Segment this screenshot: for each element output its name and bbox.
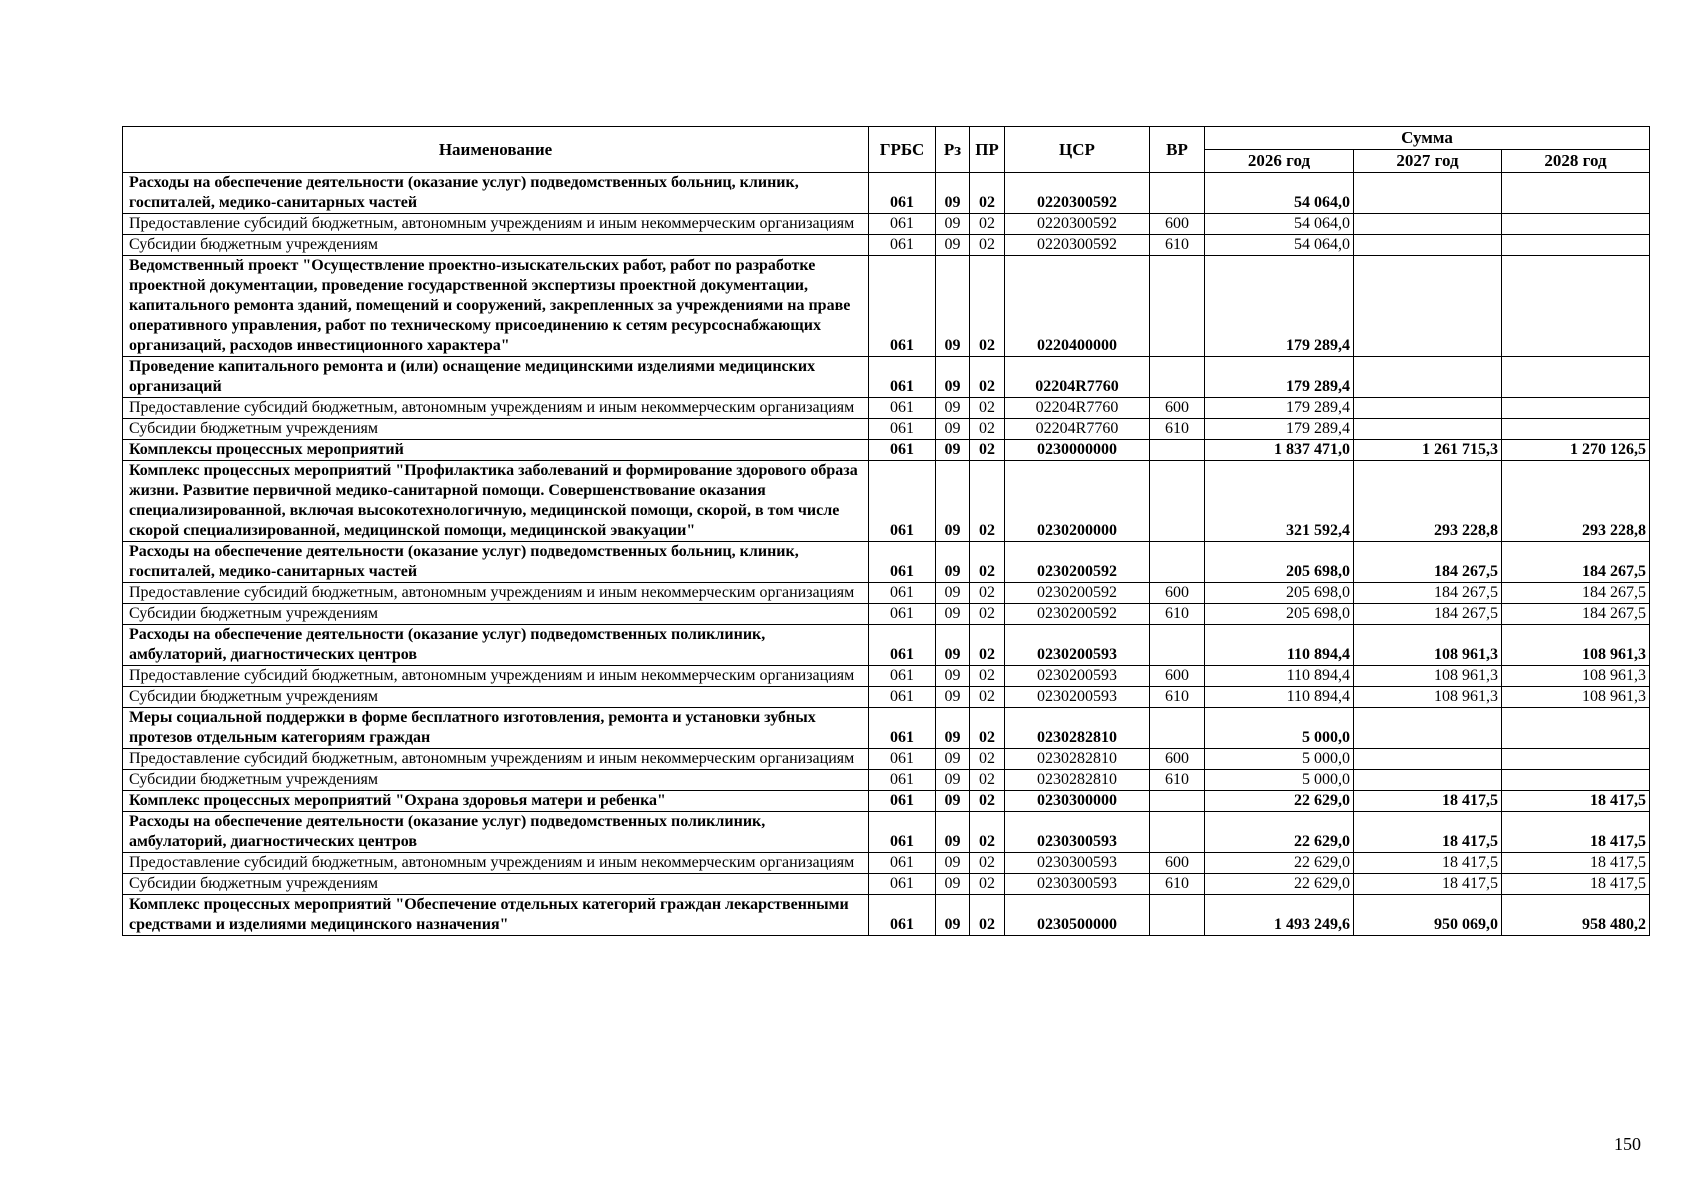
- cell-vr: 610: [1150, 687, 1205, 708]
- cell-csr: 0220400000: [1005, 256, 1150, 357]
- header-year-2026: 2026 год: [1205, 150, 1354, 173]
- cell-csr: 02204R7760: [1005, 419, 1150, 440]
- cell-rz: 09: [936, 853, 970, 874]
- cell-2028: 18 417,5: [1502, 812, 1650, 853]
- cell-csr: 0220300592: [1005, 173, 1150, 214]
- cell-2027: 108 961,3: [1354, 625, 1502, 666]
- cell-name: Предоставление субсидий бюджетным, автономным учреждениям и иным некоммерческим организациям: [123, 583, 869, 604]
- cell-2027: 1 261 715,3: [1354, 440, 1502, 461]
- cell-csr: 0220300592: [1005, 235, 1150, 256]
- table-row: [123, 687, 1650, 708]
- cell-name: Предоставление субсидий бюджетным, автономным учреждениям и иным некоммерческим организациям: [123, 853, 869, 874]
- cell-2026: 179 289,4: [1205, 398, 1354, 419]
- cell-grbs: 061: [869, 791, 936, 812]
- cell-csr: 0230200593: [1005, 687, 1150, 708]
- table-row: [123, 440, 1650, 461]
- table-row: [123, 874, 1650, 895]
- cell-grbs: 061: [869, 625, 936, 666]
- cell-name: Предоставление субсидий бюджетным, автономным учреждениям и иным некоммерческим организациям: [123, 398, 869, 419]
- cell-grbs: 061: [869, 666, 936, 687]
- cell-vr: [1150, 625, 1205, 666]
- cell-pr: 02: [970, 853, 1005, 874]
- cell-vr: [1150, 791, 1205, 812]
- cell-grbs: 061: [869, 440, 936, 461]
- cell-pr: 02: [970, 173, 1005, 214]
- cell-vr: 610: [1150, 419, 1205, 440]
- cell-rz: 09: [936, 357, 970, 398]
- cell-pr: 02: [970, 214, 1005, 235]
- cell-grbs: 061: [869, 895, 936, 936]
- cell-2026: 110 894,4: [1205, 625, 1354, 666]
- cell-grbs: 061: [869, 874, 936, 895]
- cell-2027: [1354, 708, 1502, 749]
- cell-rz: 09: [936, 666, 970, 687]
- cell-csr: 02204R7760: [1005, 398, 1150, 419]
- cell-vr: 610: [1150, 874, 1205, 895]
- cell-2027: [1354, 398, 1502, 419]
- cell-2026: 179 289,4: [1205, 256, 1354, 357]
- cell-vr: 600: [1150, 398, 1205, 419]
- header-csr: ЦСР: [1005, 127, 1150, 173]
- cell-2028: 108 961,3: [1502, 666, 1650, 687]
- cell-2028: 1 270 126,5: [1502, 440, 1650, 461]
- cell-name: Меры социальной поддержки в форме бесплатного изготовления, ремонта и установки зубных протезов отдельным категориям граждан: [123, 708, 869, 749]
- cell-2028: 108 961,3: [1502, 687, 1650, 708]
- cell-rz: 09: [936, 583, 970, 604]
- cell-2026: 5 000,0: [1205, 708, 1354, 749]
- cell-grbs: 061: [869, 542, 936, 583]
- cell-2027: [1354, 256, 1502, 357]
- cell-csr: 0230282810: [1005, 708, 1150, 749]
- table-row: [123, 791, 1650, 812]
- header-rz: Рз: [936, 127, 970, 173]
- cell-2028: [1502, 770, 1650, 791]
- cell-csr: 0230200593: [1005, 666, 1150, 687]
- cell-2026: 179 289,4: [1205, 357, 1354, 398]
- table-row: [123, 708, 1650, 749]
- table-row: [123, 398, 1650, 419]
- cell-name: Комплекс процессных мероприятий "Охрана здоровья матери и ребенка": [123, 791, 869, 812]
- cell-2027: [1354, 770, 1502, 791]
- cell-2026: 22 629,0: [1205, 791, 1354, 812]
- cell-vr: [1150, 440, 1205, 461]
- cell-grbs: 061: [869, 235, 936, 256]
- cell-2026: 54 064,0: [1205, 214, 1354, 235]
- header-year-2027: 2027 год: [1354, 150, 1502, 173]
- cell-2026: 5 000,0: [1205, 749, 1354, 770]
- cell-2028: [1502, 398, 1650, 419]
- cell-rz: 09: [936, 770, 970, 791]
- cell-rz: 09: [936, 874, 970, 895]
- cell-2026: 205 698,0: [1205, 542, 1354, 583]
- cell-2027: 18 417,5: [1354, 812, 1502, 853]
- cell-csr: 0230200000: [1005, 461, 1150, 542]
- table-row: [123, 357, 1650, 398]
- cell-2028: 293 228,8: [1502, 461, 1650, 542]
- cell-vr: [1150, 708, 1205, 749]
- header-year-2028: 2028 год: [1502, 150, 1650, 173]
- cell-csr: 0230282810: [1005, 749, 1150, 770]
- cell-2028: 184 267,5: [1502, 542, 1650, 583]
- cell-2026: 1 837 471,0: [1205, 440, 1354, 461]
- cell-2027: [1354, 173, 1502, 214]
- cell-csr: 0220300592: [1005, 214, 1150, 235]
- table-row: [123, 461, 1650, 542]
- cell-2027: 18 417,5: [1354, 874, 1502, 895]
- cell-rz: 09: [936, 625, 970, 666]
- cell-2028: 184 267,5: [1502, 583, 1650, 604]
- header-vr: ВР: [1150, 127, 1205, 173]
- cell-grbs: 061: [869, 687, 936, 708]
- budget-table: [122, 126, 1650, 936]
- cell-vr: 610: [1150, 604, 1205, 625]
- cell-vr: 610: [1150, 770, 1205, 791]
- cell-pr: 02: [970, 791, 1005, 812]
- table-row: [123, 853, 1650, 874]
- cell-rz: 09: [936, 461, 970, 542]
- cell-pr: 02: [970, 542, 1005, 583]
- cell-pr: 02: [970, 749, 1005, 770]
- cell-grbs: 061: [869, 770, 936, 791]
- cell-csr: 0230200593: [1005, 625, 1150, 666]
- cell-pr: 02: [970, 625, 1005, 666]
- cell-grbs: 061: [869, 853, 936, 874]
- cell-vr: 600: [1150, 583, 1205, 604]
- cell-grbs: 061: [869, 583, 936, 604]
- cell-name: Субсидии бюджетным учреждениям: [123, 770, 869, 791]
- cell-pr: 02: [970, 398, 1005, 419]
- cell-pr: 02: [970, 583, 1005, 604]
- cell-rz: 09: [936, 542, 970, 583]
- header-sum: Сумма: [1205, 127, 1650, 150]
- cell-2026: 110 894,4: [1205, 687, 1354, 708]
- cell-2028: [1502, 419, 1650, 440]
- cell-name: Комплексы процессных мероприятий: [123, 440, 869, 461]
- cell-name: Расходы на обеспечение деятельности (оказание услуг) подведомственных поликлиник, амбулаторий, диагностических центров: [123, 812, 869, 853]
- cell-2028: [1502, 173, 1650, 214]
- cell-rz: 09: [936, 604, 970, 625]
- cell-pr: 02: [970, 770, 1005, 791]
- cell-csr: 0230200592: [1005, 604, 1150, 625]
- cell-name: Предоставление субсидий бюджетным, автономным учреждениям и иным некоммерческим организациям: [123, 666, 869, 687]
- cell-2028: [1502, 749, 1650, 770]
- cell-pr: 02: [970, 895, 1005, 936]
- cell-2028: [1502, 256, 1650, 357]
- table-row: [123, 749, 1650, 770]
- cell-name: Комплекс процессных мероприятий "Профилактика заболеваний и формирование здорового образа жизни. Развитие первичной медико-санитарной помощи. Совершенствование оказания специализированной, включая высокотехнологичную, медицинской помощи, скорой, в том числе скорой специализированной, медицинской помощи, медицинской эвакуации": [123, 461, 869, 542]
- cell-pr: 02: [970, 874, 1005, 895]
- cell-vr: 600: [1150, 666, 1205, 687]
- cell-2027: 18 417,5: [1354, 853, 1502, 874]
- page-number: 150: [1614, 1134, 1641, 1154]
- cell-name: Субсидии бюджетным учреждениям: [123, 419, 869, 440]
- cell-vr: [1150, 173, 1205, 214]
- cell-2026: 1 493 249,6: [1205, 895, 1354, 936]
- table-header: [123, 127, 1650, 173]
- cell-vr: [1150, 812, 1205, 853]
- header-pr: ПР: [970, 127, 1005, 173]
- table-row: [123, 419, 1650, 440]
- cell-rz: 09: [936, 419, 970, 440]
- cell-rz: 09: [936, 398, 970, 419]
- cell-pr: 02: [970, 666, 1005, 687]
- cell-2028: 18 417,5: [1502, 791, 1650, 812]
- cell-grbs: 061: [869, 419, 936, 440]
- cell-grbs: 061: [869, 604, 936, 625]
- cell-name: Субсидии бюджетным учреждениям: [123, 235, 869, 256]
- table-row: [123, 604, 1650, 625]
- cell-2028: 108 961,3: [1502, 625, 1650, 666]
- cell-name: Предоставление субсидий бюджетным, автономным учреждениям и иным некоммерческим организациям: [123, 749, 869, 770]
- header-name: Наименование: [123, 127, 869, 173]
- table-row: [123, 173, 1650, 214]
- cell-grbs: 061: [869, 749, 936, 770]
- cell-2027: 108 961,3: [1354, 666, 1502, 687]
- cell-grbs: 061: [869, 461, 936, 542]
- cell-2028: 18 417,5: [1502, 853, 1650, 874]
- cell-csr: 0230282810: [1005, 770, 1150, 791]
- cell-grbs: 061: [869, 256, 936, 357]
- cell-grbs: 061: [869, 708, 936, 749]
- cell-2028: 184 267,5: [1502, 604, 1650, 625]
- table-row: [123, 625, 1650, 666]
- cell-rz: 09: [936, 791, 970, 812]
- cell-2027: [1354, 214, 1502, 235]
- cell-vr: 600: [1150, 749, 1205, 770]
- cell-2028: 958 480,2: [1502, 895, 1650, 936]
- table-row: [123, 214, 1650, 235]
- cell-csr: 0230300000: [1005, 791, 1150, 812]
- cell-pr: 02: [970, 812, 1005, 853]
- cell-2028: [1502, 235, 1650, 256]
- cell-2026: 22 629,0: [1205, 874, 1354, 895]
- cell-rz: 09: [936, 812, 970, 853]
- cell-2026: 110 894,4: [1205, 666, 1354, 687]
- cell-csr: 0230200592: [1005, 583, 1150, 604]
- table-row: [123, 895, 1650, 936]
- cell-vr: [1150, 357, 1205, 398]
- cell-pr: 02: [970, 256, 1005, 357]
- cell-csr: 02204R7760: [1005, 357, 1150, 398]
- cell-2026: 5 000,0: [1205, 770, 1354, 791]
- cell-2026: 22 629,0: [1205, 853, 1354, 874]
- cell-rz: 09: [936, 895, 970, 936]
- cell-pr: 02: [970, 461, 1005, 542]
- cell-pr: 02: [970, 419, 1005, 440]
- cell-name: Ведомственный проект "Осуществление проектно-изыскательских работ, работ по разработке проектной документации, проведение государственной экспертизы проектной документации, капитального ремонта зданий, помещений и сооружений, закрепленных за учреждениями на праве оперативного управления, работ по техническому присоединению к сетям ресурсоснабжающих организаций, расходов инвестиционного характера": [123, 256, 869, 357]
- cell-grbs: 061: [869, 173, 936, 214]
- cell-grbs: 061: [869, 398, 936, 419]
- cell-rz: 09: [936, 256, 970, 357]
- cell-grbs: 061: [869, 812, 936, 853]
- cell-2026: 179 289,4: [1205, 419, 1354, 440]
- table-row: [123, 666, 1650, 687]
- cell-2027: [1354, 357, 1502, 398]
- cell-pr: 02: [970, 235, 1005, 256]
- cell-name: Расходы на обеспечение деятельности (оказание услуг) подведомственных больниц, клиник, госпиталей, медико-санитарных частей: [123, 542, 869, 583]
- table-row: [123, 583, 1650, 604]
- cell-vr: 600: [1150, 853, 1205, 874]
- cell-grbs: 061: [869, 357, 936, 398]
- cell-pr: 02: [970, 440, 1005, 461]
- cell-csr: 0230300593: [1005, 874, 1150, 895]
- cell-rz: 09: [936, 235, 970, 256]
- cell-pr: 02: [970, 708, 1005, 749]
- cell-rz: 09: [936, 440, 970, 461]
- cell-2027: 108 961,3: [1354, 687, 1502, 708]
- cell-csr: 0230500000: [1005, 895, 1150, 936]
- cell-2027: [1354, 419, 1502, 440]
- table-row: [123, 542, 1650, 583]
- cell-rz: 09: [936, 708, 970, 749]
- cell-2028: 18 417,5: [1502, 874, 1650, 895]
- cell-vr: [1150, 895, 1205, 936]
- cell-rz: 09: [936, 687, 970, 708]
- cell-pr: 02: [970, 604, 1005, 625]
- cell-2028: [1502, 708, 1650, 749]
- cell-name: Субсидии бюджетным учреждениям: [123, 604, 869, 625]
- cell-2026: 205 698,0: [1205, 583, 1354, 604]
- cell-2027: [1354, 235, 1502, 256]
- cell-pr: 02: [970, 687, 1005, 708]
- cell-name: Предоставление субсидий бюджетным, автономным учреждениям и иным некоммерческим организациям: [123, 214, 869, 235]
- cell-2027: 293 228,8: [1354, 461, 1502, 542]
- cell-2027: 950 069,0: [1354, 895, 1502, 936]
- cell-name: Проведение капитального ремонта и (или) оснащение медицинскими изделиями медицинских организаций: [123, 357, 869, 398]
- header-grbs: ГРБС: [869, 127, 936, 173]
- cell-2026: 22 629,0: [1205, 812, 1354, 853]
- cell-name: Субсидии бюджетным учреждениям: [123, 874, 869, 895]
- cell-name: Субсидии бюджетным учреждениям: [123, 687, 869, 708]
- cell-csr: 0230000000: [1005, 440, 1150, 461]
- cell-2026: 54 064,0: [1205, 173, 1354, 214]
- table-row: [123, 256, 1650, 357]
- cell-vr: [1150, 256, 1205, 357]
- cell-rz: 09: [936, 214, 970, 235]
- cell-2028: [1502, 357, 1650, 398]
- cell-vr: [1150, 461, 1205, 542]
- cell-name: Комплекс процессных мероприятий "Обеспечение отдельных категорий граждан лекарственными средствами и изделиями медицинского назначения": [123, 895, 869, 936]
- cell-2027: 184 267,5: [1354, 604, 1502, 625]
- table-row: [123, 235, 1650, 256]
- cell-pr: 02: [970, 357, 1005, 398]
- cell-2028: [1502, 214, 1650, 235]
- cell-grbs: 061: [869, 214, 936, 235]
- cell-2027: 18 417,5: [1354, 791, 1502, 812]
- cell-vr: 600: [1150, 214, 1205, 235]
- cell-vr: 610: [1150, 235, 1205, 256]
- cell-2027: 184 267,5: [1354, 583, 1502, 604]
- cell-rz: 09: [936, 749, 970, 770]
- cell-name: Расходы на обеспечение деятельности (оказание услуг) подведомственных больниц, клиник, госпиталей, медико-санитарных частей: [123, 173, 869, 214]
- cell-rz: 09: [936, 173, 970, 214]
- cell-2027: [1354, 749, 1502, 770]
- cell-2026: 205 698,0: [1205, 604, 1354, 625]
- table-row: [123, 812, 1650, 853]
- cell-2026: 321 592,4: [1205, 461, 1354, 542]
- cell-csr: 0230300593: [1005, 853, 1150, 874]
- cell-name: Расходы на обеспечение деятельности (оказание услуг) подведомственных поликлиник, амбулаторий, диагностических центров: [123, 625, 869, 666]
- cell-csr: 0230300593: [1005, 812, 1150, 853]
- table-body: [123, 173, 1650, 936]
- cell-vr: [1150, 542, 1205, 583]
- cell-csr: 0230200592: [1005, 542, 1150, 583]
- cell-2026: 54 064,0: [1205, 235, 1354, 256]
- table-row: [123, 770, 1650, 791]
- cell-2027: 184 267,5: [1354, 542, 1502, 583]
